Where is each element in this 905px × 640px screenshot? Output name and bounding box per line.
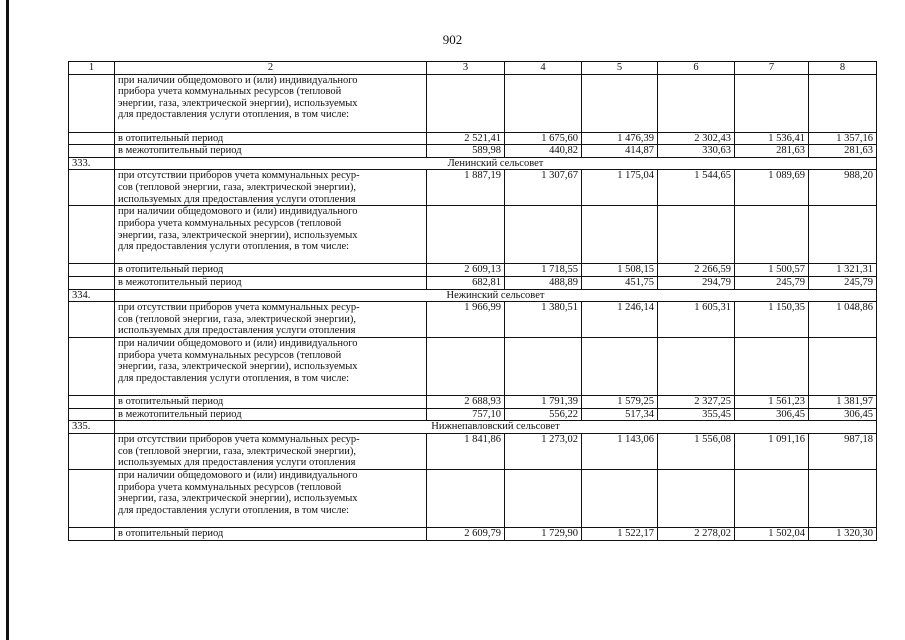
row-label: в межотопительный период — [115, 145, 427, 158]
value-cell: 1 089,69 — [735, 170, 809, 206]
page-number: 902 — [442, 32, 463, 47]
value-cell: 1 380,51 — [505, 302, 582, 338]
value-cell — [505, 469, 582, 527]
row-number-cell — [69, 408, 115, 421]
value-cell — [735, 74, 809, 132]
column-header: 7 — [735, 62, 809, 75]
row-number-cell — [69, 170, 115, 206]
value-cell: 2 521,41 — [427, 132, 505, 145]
value-cell: 1 791,39 — [505, 396, 582, 409]
with-device-row — [69, 469, 877, 527]
row-label: в отопительный период — [115, 264, 427, 277]
section-header-row — [69, 157, 877, 170]
value-cell — [658, 206, 735, 264]
value-cell — [735, 338, 809, 396]
value-cell — [582, 469, 658, 527]
value-cell: 1 307,67 — [505, 170, 582, 206]
value-cell: 556,22 — [505, 408, 582, 421]
section-number: 334. — [69, 289, 115, 302]
row-label: при наличии общедомового и (или) индивидуального прибора учета коммунальных ресурсов (тепловой энергии, газа, электрической энергии), используемых для предоставления услуги отопления, в том числе: — [115, 206, 427, 264]
value-cell: 1 675,60 — [505, 132, 582, 145]
row-label: в отопительный период — [115, 527, 427, 540]
column-header: 3 — [427, 62, 505, 75]
page-edge-bar — [6, 0, 9, 640]
value-cell — [427, 469, 505, 527]
row-label: при наличии общедомового и (или) индивидуального прибора учета коммунальных ресурсов (тепловой энергии, газа, электрической энергии), используемых для предоставления услуги отопления, в том числе: — [115, 338, 427, 396]
value-cell: 1 175,04 — [582, 170, 658, 206]
value-cell: 1 887,19 — [427, 170, 505, 206]
row-number-cell — [69, 469, 115, 527]
row-label: в межотопительный период — [115, 408, 427, 421]
value-cell: 2 302,43 — [658, 132, 735, 145]
table-body — [69, 62, 877, 541]
value-cell — [658, 469, 735, 527]
value-cell: 1 357,16 — [809, 132, 877, 145]
value-cell: 1 522,17 — [582, 527, 658, 540]
value-cell — [427, 74, 505, 132]
value-cell: 440,82 — [505, 145, 582, 158]
value-cell: 1 561,23 — [735, 396, 809, 409]
value-cell: 355,45 — [658, 408, 735, 421]
row-number-cell — [69, 302, 115, 338]
value-cell: 306,45 — [735, 408, 809, 421]
section-name: Ленинский сельсовет — [115, 157, 877, 170]
value-cell: 1 273,02 — [505, 433, 582, 469]
column-header: 5 — [582, 62, 658, 75]
value-cell: 2 266,59 — [658, 264, 735, 277]
value-cell — [809, 469, 877, 527]
value-cell: 2 609,79 — [427, 527, 505, 540]
value-cell — [658, 74, 735, 132]
value-cell: 1 321,31 — [809, 264, 877, 277]
value-cell: 1 048,86 — [809, 302, 877, 338]
value-cell: 245,79 — [735, 276, 809, 289]
value-cell — [809, 338, 877, 396]
row-number-cell — [69, 132, 115, 145]
value-cell: 414,87 — [582, 145, 658, 158]
value-cell — [809, 206, 877, 264]
row-label: при отсутствии приборов учета коммунальных ресур- сов (тепловой энергии, газа, электрической энергии), используемых для предоставления услуги отопления — [115, 433, 427, 469]
heating-row — [69, 264, 877, 277]
row-number-cell — [69, 206, 115, 264]
interheating-row — [69, 145, 877, 158]
interheating-row — [69, 408, 877, 421]
row-number-cell — [69, 338, 115, 396]
heating-row — [69, 132, 877, 145]
with-device-row — [69, 338, 877, 396]
value-cell: 1 320,30 — [809, 527, 877, 540]
with-device-row — [69, 206, 877, 264]
value-cell: 1 605,31 — [658, 302, 735, 338]
value-cell: 1 091,16 — [735, 433, 809, 469]
tariff-table — [68, 61, 877, 541]
value-cell: 1 966,99 — [427, 302, 505, 338]
value-cell — [582, 338, 658, 396]
value-cell: 1 476,39 — [582, 132, 658, 145]
value-cell: 306,45 — [809, 408, 877, 421]
section-header-row — [69, 421, 877, 434]
value-cell: 1 502,04 — [735, 527, 809, 540]
section-name: Нежинский сельсовет — [115, 289, 877, 302]
section-number: 333. — [69, 157, 115, 170]
value-cell — [582, 206, 658, 264]
column-header: 4 — [505, 62, 582, 75]
section-name: Нижнепавловский сельсовет — [115, 421, 877, 434]
value-cell: 1 536,41 — [735, 132, 809, 145]
value-cell: 281,63 — [735, 145, 809, 158]
value-cell — [735, 469, 809, 527]
row-number-cell — [69, 396, 115, 409]
value-cell: 330,63 — [658, 145, 735, 158]
value-cell — [809, 74, 877, 132]
column-header: 2 — [115, 62, 427, 75]
row-label: в межотопительный период — [115, 276, 427, 289]
value-cell — [505, 338, 582, 396]
value-cell: 988,20 — [809, 170, 877, 206]
value-cell: 589,98 — [427, 145, 505, 158]
row-label: при наличии общедомового и (или) индивидуального прибора учета коммунальных ресурсов (тепловой энергии, газа, электрической энергии), используемых для предоставления услуги отопления, в том числе: — [115, 74, 427, 132]
value-cell — [427, 338, 505, 396]
value-cell — [505, 74, 582, 132]
row-number-cell — [69, 276, 115, 289]
without-device-row — [69, 170, 877, 206]
value-cell: 987,18 — [809, 433, 877, 469]
value-cell: 1 556,08 — [658, 433, 735, 469]
value-cell: 294,79 — [658, 276, 735, 289]
value-cell: 1 143,06 — [582, 433, 658, 469]
value-cell: 1 729,90 — [505, 527, 582, 540]
value-cell: 1 500,57 — [735, 264, 809, 277]
value-cell: 2 327,25 — [658, 396, 735, 409]
heating-row — [69, 527, 877, 540]
value-cell: 517,34 — [582, 408, 658, 421]
value-cell — [505, 206, 582, 264]
section-header-row — [69, 289, 877, 302]
column-header: 1 — [69, 62, 115, 75]
column-header: 8 — [809, 62, 877, 75]
value-cell — [658, 338, 735, 396]
value-cell: 1 544,65 — [658, 170, 735, 206]
value-cell: 1 718,55 — [505, 264, 582, 277]
value-cell: 1 150,35 — [735, 302, 809, 338]
value-cell: 2 609,13 — [427, 264, 505, 277]
section-number: 335. — [69, 421, 115, 434]
value-cell: 1 246,14 — [582, 302, 658, 338]
heating-row — [69, 396, 877, 409]
value-cell: 1 508,15 — [582, 264, 658, 277]
row-number-cell — [69, 264, 115, 277]
row-number-cell — [69, 433, 115, 469]
with-device-row — [69, 74, 877, 132]
row-number-cell — [69, 74, 115, 132]
value-cell: 1 381,97 — [809, 396, 877, 409]
row-label: при отсутствии приборов учета коммунальных ресур- сов (тепловой энергии, газа, электрической энергии), используемых для предоставления услуги отопления — [115, 302, 427, 338]
value-cell: 281,63 — [809, 145, 877, 158]
value-cell: 1 579,25 — [582, 396, 658, 409]
header-row — [69, 62, 877, 75]
value-cell: 245,79 — [809, 276, 877, 289]
row-number-cell — [69, 527, 115, 540]
value-cell: 451,75 — [582, 276, 658, 289]
value-cell: 1 841,86 — [427, 433, 505, 469]
row-label: в отопительный период — [115, 132, 427, 145]
row-number-cell — [69, 145, 115, 158]
value-cell: 488,89 — [505, 276, 582, 289]
value-cell: 2 688,93 — [427, 396, 505, 409]
value-cell: 682,81 — [427, 276, 505, 289]
value-cell: 757,10 — [427, 408, 505, 421]
value-cell — [427, 206, 505, 264]
value-cell — [582, 74, 658, 132]
row-label: в отопительный период — [115, 396, 427, 409]
row-label: при наличии общедомового и (или) индивидуального прибора учета коммунальных ресурсов (тепловой энергии, газа, электрической энергии), используемых для предоставления услуги отопления, в том числе: — [115, 469, 427, 527]
without-device-row — [69, 302, 877, 338]
column-header: 6 — [658, 62, 735, 75]
row-label: при отсутствии приборов учета коммунальных ресур- сов (тепловой энергии, газа, электрической энергии), используемых для предоставления услуги отопления — [115, 170, 427, 206]
value-cell — [735, 206, 809, 264]
interheating-row — [69, 276, 877, 289]
without-device-row — [69, 433, 877, 469]
value-cell: 2 278,02 — [658, 527, 735, 540]
